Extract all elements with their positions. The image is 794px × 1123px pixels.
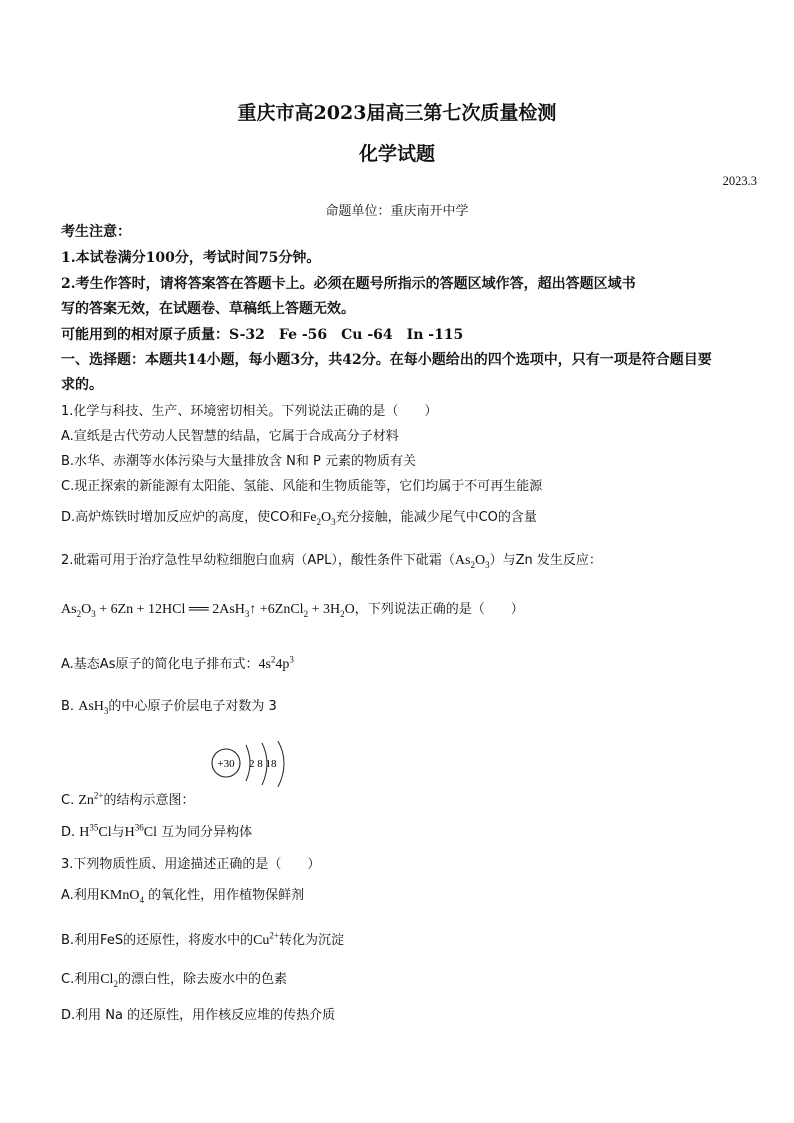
notice-item-1: 1.本试卷满分100分，考试时间75分钟。 xyxy=(61,250,321,266)
nucleus-charge: +30 xyxy=(217,758,235,770)
exam-date: 2023.3 xyxy=(722,174,757,188)
q2-option-a: A.基态As原子的简化电子排布式：$4s^24p^3$ xyxy=(61,654,294,672)
kmno4-formula: KMnO$_4$ xyxy=(99,888,144,905)
notice-item-2b: 写的答案无效，在试题卷、草稿纸上答题无效。 xyxy=(61,301,355,317)
q3-option-b: B.利用FeS的还原性，将废水中的$Cu^{2+}$转化为沉淀 xyxy=(61,930,345,948)
q1-option-c: C.现正探索的新能源有太阳能、氢能、风能和生物质能等，它们均属于不可再生能源 xyxy=(61,479,543,494)
zn-ion-formula: $Zn^{2+}$ xyxy=(78,790,104,808)
page-title: 重庆市高2023届高三第七次质量检测 xyxy=(237,102,557,124)
q3-option-d: D.利用 Na 的还原性，用作核反应堆的传热介质 xyxy=(61,1008,336,1023)
q1-option-b: B.水华、赤潮等水体污染与大量排放含 N和 P 元素的物质有关 xyxy=(61,454,417,469)
page-subtitle: 化学试题 xyxy=(358,143,435,165)
electron-shells: 2 8 18 xyxy=(249,758,277,770)
h35cl-formula: $H^{35}Cl$ xyxy=(79,822,112,840)
electron-config: $4s^24p^3$ xyxy=(258,654,294,672)
cl2-formula: $Cl_2$ xyxy=(100,972,118,989)
atomic-masses: 可能用到的相对原子质量：S-32 Fe -56 Cu -64 In -115 xyxy=(61,327,464,343)
as2o3-formula: $As_2O_3$ xyxy=(454,553,490,570)
section-heading-b: 求的。 xyxy=(61,377,103,393)
h36cl-formula: $H^{36}Cl$ xyxy=(124,822,158,840)
q3-option-c: C.利用$Cl_2$的漂白性，除去废水中的色素 xyxy=(61,972,287,989)
notice-heading: 考生注意： xyxy=(61,224,131,240)
q2-option-b: B. AsH$_3$的中心原子价层电子对数为 3 xyxy=(61,699,277,716)
notice-item-2a: 2.考生作答时，请将答案答在答题卡上。必须在题号所指示的答题区域作答，超出答题区域书 xyxy=(61,276,636,292)
q2-equation: $As_2O_3 + 6Zn + 12HCl$ ══ 2AsH$_3$↑ +6ZnCl$_2$ + $3H_2O$，下列说法正确的是（ ） xyxy=(61,602,524,619)
zn-ion-structure-diagram xyxy=(202,741,312,791)
q2-option-d: D. $H^{35}Cl$与$H^{36}Cl$ 互为同分异构体 xyxy=(61,822,253,840)
q1-option-a: A.宣纸是古代劳动人民智慧的结晶，它属于合成高分子材料 xyxy=(61,429,399,444)
q1-option-d: D.高炉炼铁时增加反应炉的高度，使CO和$Fe_2O_3$充分接触，能减少尾气中CO的含量 xyxy=(61,510,537,527)
q2-stem: 2.砒霜可用于治疗急性早幼粒细胞白血病（APL），酸性条件下砒霜$(As_2O_3)$与Zn 发生反应： xyxy=(61,553,602,570)
cu-ion-formula: $Cu^{2+}$ xyxy=(253,930,279,948)
ash3-formula: AsH$_3$ xyxy=(78,699,109,716)
q1-stem: 1.化学与科技、生产、环境密切相关。下列说法正确的是（ ） xyxy=(61,404,438,419)
reaction-equation: $As_2O_3 + 6Zn + 12HCl$ ══ 2AsH$_3$↑ +6ZnCl$_2$ + $3H_2O$ xyxy=(61,602,355,619)
q3-option-a: A.利用KMnO$_4$ 的氧化性，用作植物保鲜剂 xyxy=(61,888,305,905)
section-heading-a: 一、选择题：本题共14小题，每小题3分，共42分。在每小题给出的四个选项中，只有一项是符合题目要 xyxy=(61,352,712,368)
exam-unit: 命题单位：重庆南开中学 xyxy=(325,204,469,219)
fe2o3-formula: $Fe_2O_3$ xyxy=(302,510,336,527)
q2-option-c: C. $Zn^{2+}$的结构示意图： xyxy=(61,790,195,808)
q3-stem: 3.下列物质性质、用途描述正确的是（ ） xyxy=(61,857,321,872)
